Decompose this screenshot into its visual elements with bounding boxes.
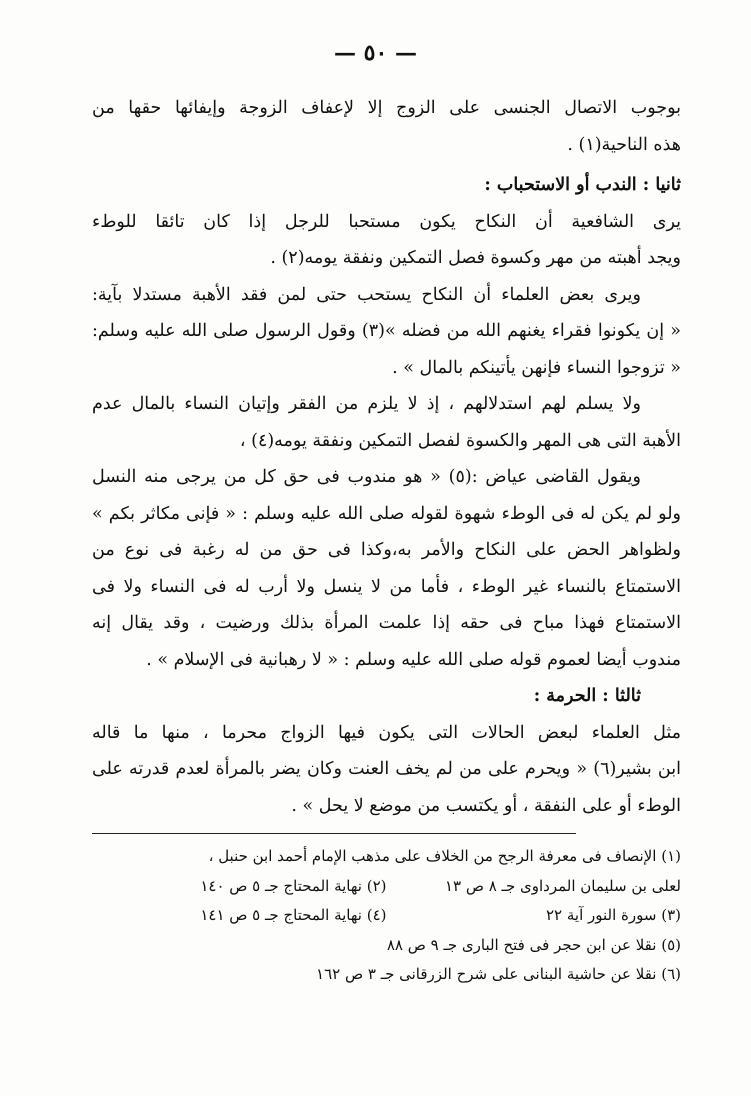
footnote-3: (٣) سورة النور آية ٢٢ [545,906,681,924]
footnote-5: (٥) نقلا عن ابن حجر فى فتح البارى جـ ٩ ص ٨٨ [386,935,681,954]
text-line: ولو لم يكن له فى الوطء شهوة لقوله صلى الله عليه وسلم : « فإنى مكاثر بكم » [92,503,681,524]
text-line: « تزوجوا النساء فإنهن يأتينكم بالمال » . [392,357,681,378]
text-line: ويجد أهبته من مهر وكسوة فصل التمكين ونفقة يومه(٢) . [270,248,681,268]
text-line: ويقول القاضى عياض :(٥) « هو مندوب فى حق كل من يرجى منه النسل [92,467,641,487]
text-line: هذه الناحية(١) . [567,134,681,155]
footnote-row [92,872,681,902]
footnote-1: (١) الإنصاف فى معرفة الرجح من الخلاف على مذهب الإمام أحمد ابن حنبل ، [208,847,681,865]
page-number: — ٥٠ — [334,40,417,66]
text-line: الأهبة التى هى المهر والكسوة لفصل التمكين ونفقة يومه(٤) ، [239,430,681,451]
footnote-separator [92,833,576,834]
section-heading-line [92,167,681,204]
section-heading-forbidden: ثالثا : الحرمة : [534,678,641,715]
text-line: « إن يكونوا فقراء يغنهم الله من فضله »(٣) وقول الرسول صلى الله عليه وسلم: [92,321,681,341]
text-line: ولا يسلم لهم استدلالهم ، إذ لا يلزم من الفقر وإتيان النساء بالمال عدم [92,394,641,414]
footnote-2: (٢) نهاية المحتاج جـ ٥ ص ١٤٠ [200,876,387,895]
footnotes [92,842,681,990]
text-line: ولظواهر الحض على النكاح والأمر به،وكذا فى حق من له رغبة فى نوع من [92,540,681,560]
text-line: الاستمتاع بالنساء غير الوطء ، فأما من لا ينسل ولا أرب له فى النساء ولا فى [92,576,681,597]
text-line: ويرى بعض العلماء أن النكاح يستحب حتى لمن فقد الأهبة مستدلا بآية: [92,284,641,305]
text-line: مندوب أيضا لعموم قوله صلى الله عليه وسلم : « لا رهبانية فى الإسلام » . [146,649,681,670]
text-line: الاستمتاع فهذا مباح فى حقه إذا علمت المرأة بذلك ورضيت ، وقد يقال إنه [92,613,681,633]
text-line: يرى الشافعية أن النكاح يكون مستحبا للرجل إذا كان تائقا للوطء [92,211,681,232]
text-line: الوطء أو على النفقة ، أو يكتسب من موضع لا يحل » . [291,795,681,816]
section-heading-line [92,678,681,715]
text-line: بوجوب الاتصال الجنسى على الزوج إلا لإعفاف الزوجة وإيفائها حقها من [92,98,681,118]
footnote-row [92,901,681,931]
footnote-6: (٦) نقلا عن حاشية البنانى على شرح الزرقانى جـ ٣ ص ١٦٢ [316,965,681,983]
main-text [92,90,681,824]
footnote-1-continued: لعلى بن سليمان المرداوى جـ ٨ ص ١٣ [444,876,681,895]
text-line: مثل العلماء لبعض الحالات التى يكون فيها الزواج محرما ، منها ما قاله [92,722,681,743]
text-line: ابن بشير(٦) « ويحرم على من لم يخف العنت وكان يضر بالمرأة لعدم قدرته على [92,759,681,779]
footnote-4: (٤) نهاية المحتاج جـ ٥ ص ١٤١ [200,906,387,924]
section-heading-recommended: ثانيا : الندب أو الاستحباب : [484,167,681,204]
